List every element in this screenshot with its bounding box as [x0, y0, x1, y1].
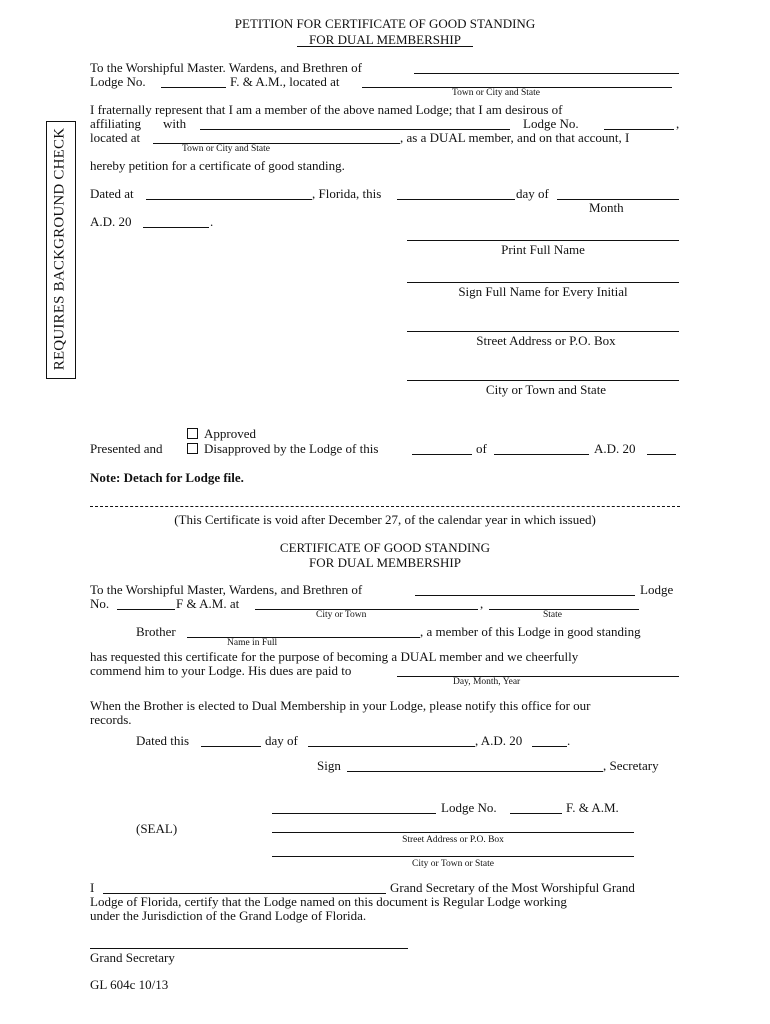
presented-day-field[interactable] — [412, 441, 472, 455]
sign-label: Sign — [317, 758, 341, 773]
petition-title: PETITION FOR CERTIFICATE OF GOOD STANDING — [234, 16, 536, 31]
approved-option[interactable] — [187, 426, 256, 441]
grand-line-2: Lodge of Florida, certify that the Lodge named on this document is Regular Lodge working — [90, 894, 567, 909]
petition-title-underline — [297, 46, 473, 47]
city-state-line[interactable] — [407, 380, 679, 381]
state-caption: State — [543, 610, 562, 620]
comma: , — [676, 116, 680, 131]
elected-line-2: records. — [90, 712, 132, 727]
presented-month-field[interactable] — [494, 441, 589, 455]
approved-label: Approved — [204, 426, 256, 441]
brother-label: Brother — [136, 624, 176, 639]
cert-lodge-field-2[interactable] — [272, 800, 436, 814]
cert-lodge-no-field[interactable] — [117, 596, 175, 610]
grand-secretary-caption: Grand Secretary — [90, 950, 175, 965]
cert-ad20-label: , A.D. 20 — [475, 733, 523, 748]
approved-checkbox[interactable] — [187, 428, 198, 439]
affiliating-lodge-no-field[interactable] — [604, 116, 674, 130]
cert-lodge-no-label: Lodge No. — [441, 800, 497, 815]
sign-name-caption: Sign Full Name for Every Initial — [458, 284, 628, 299]
void-note: (This Certificate is void after December 27, of the calendar year in which issued) — [174, 512, 596, 527]
of-label: of — [476, 441, 487, 456]
cert-state-field[interactable] — [489, 596, 639, 610]
cert-day-of-label: day of — [265, 733, 298, 748]
day-field[interactable] — [397, 186, 515, 200]
grand-line-3: under the Jurisdiction of the Grand Lodge of Florida. — [90, 908, 367, 923]
affiliating-location-field[interactable] — [153, 130, 400, 144]
florida-this-label: , Florida, this — [312, 186, 382, 201]
cert-city-caption: City or Town or State — [411, 859, 495, 869]
requested-line-1: has requested this certificate for the purpose of becoming a DUAL member and we cheerfully — [90, 649, 579, 664]
member-good-text: , a member of this Lodge in good standing — [420, 624, 641, 639]
print-name-line[interactable] — [407, 240, 679, 241]
grand-line-1: Grand Secretary of the Most Worshipful Grand — [390, 880, 635, 895]
cert-street-line[interactable] — [272, 832, 634, 833]
detach-note: Note: Detach for Lodge file. — [90, 470, 244, 485]
cert-month-field[interactable] — [308, 733, 475, 747]
dated-this-label: Dated this — [136, 733, 190, 748]
lodge-no-field[interactable] — [161, 74, 226, 88]
with-label: with — [163, 116, 187, 131]
cert-comma: , — [480, 596, 484, 611]
cert-fam-at-label: F & A.M. at — [176, 596, 240, 611]
print-name-caption: Print Full Name — [501, 242, 585, 257]
month-field[interactable] — [557, 186, 679, 200]
street-address-caption: Street Address or P.O. Box — [476, 333, 616, 348]
affiliating-label: affiliating — [90, 116, 142, 131]
disapproved-label: Disapproved by the Lodge of this — [204, 441, 379, 456]
ad20b-label: A.D. 20 — [594, 441, 636, 456]
street-address-line[interactable] — [407, 331, 679, 332]
requested-line-2: commend him to your Lodge. His dues are paid to — [90, 663, 352, 678]
lodge-location-field[interactable] — [362, 74, 672, 88]
period: . — [210, 214, 214, 229]
grand-secretary-sign-line[interactable] — [90, 948, 408, 949]
presented-and-label: Presented and — [90, 441, 163, 456]
lodge-name-field[interactable] — [414, 60, 679, 74]
cert-year-field[interactable] — [532, 733, 567, 747]
month-caption: Month — [589, 200, 624, 215]
disapproved-option[interactable] — [187, 441, 378, 456]
sign-name-line[interactable] — [407, 282, 679, 283]
detach-line — [90, 506, 680, 507]
town-city-state-caption: Town or City and State — [452, 88, 540, 98]
i-label: I — [90, 880, 95, 895]
cert-day-field[interactable] — [201, 733, 261, 747]
lodge-no-label: Lodge No. — [90, 74, 146, 89]
seal-label: (SEAL) — [136, 821, 178, 836]
year-field[interactable] — [143, 214, 209, 228]
hereby-text: hereby petition for a certificate of good standing. — [90, 158, 345, 173]
cert-fam-label: F. & A.M. — [566, 800, 619, 815]
cert-to-line: To the Worshipful Master, Wardens, and Brethren of — [90, 582, 363, 597]
background-check-label: REQUIRES BACKGROUND CHECK — [51, 127, 68, 371]
grand-secretary-name-field[interactable] — [103, 880, 386, 894]
cert-lodge-no-field-2[interactable] — [510, 800, 562, 814]
secretary-sign-field[interactable] — [347, 758, 603, 772]
cert-city-field[interactable] — [255, 596, 478, 610]
brother-name-field[interactable] — [187, 624, 420, 638]
located-at-label: located at — [90, 130, 141, 145]
lodge-no2-label: Lodge No. — [523, 116, 579, 131]
form-code: GL 604c 10/13 — [90, 977, 169, 992]
secretary-label: , Secretary — [603, 758, 659, 773]
cert-lodge-label: Lodge — [640, 582, 674, 597]
represent-line: I fraternally represent that I am a member of the above named Lodge; that I am desirous of — [90, 102, 563, 117]
ad20-label: A.D. 20 — [90, 214, 132, 229]
day-month-year-caption: Day, Month, Year — [453, 677, 521, 687]
city-or-town-caption: City or Town — [316, 610, 367, 620]
cert-period: . — [567, 733, 571, 748]
dual-member-text: , as a DUAL member, and on that account, I — [400, 130, 630, 145]
to-line-label: To the Worshipful Master. Wardens, and Brethren of — [90, 60, 362, 75]
day-of-label: day of — [516, 186, 549, 201]
cert-street-caption: Street Address or P.O. Box — [402, 835, 504, 845]
name-in-full-caption: Name in Full — [227, 638, 278, 648]
cert-lodge-name-field[interactable] — [415, 582, 635, 596]
fam-located-label: F. & A.M., located at — [230, 74, 340, 89]
certificate-title: CERTIFICATE OF GOOD STANDING — [279, 540, 491, 555]
city-state-caption: City or Town and State — [485, 382, 607, 397]
affiliating-lodge-field[interactable] — [200, 116, 510, 130]
dated-at-field[interactable] — [146, 186, 312, 200]
town-city-state-caption-2: Town or City and State — [182, 144, 270, 154]
presented-year-field[interactable] — [647, 441, 676, 455]
cert-no-label: No. — [90, 596, 110, 611]
petition-subtitle: FOR DUAL MEMBERSHIP — [309, 32, 461, 47]
elected-line-1: When the Brother is elected to Dual Membership in your Lodge, please notify this office for our — [90, 698, 591, 713]
disapproved-checkbox[interactable] — [187, 443, 198, 454]
certificate-subtitle: FOR DUAL MEMBERSHIP — [309, 555, 461, 570]
cert-city-line[interactable] — [272, 856, 634, 857]
dated-at-label: Dated at — [90, 186, 134, 201]
dues-paid-field[interactable] — [397, 663, 679, 677]
